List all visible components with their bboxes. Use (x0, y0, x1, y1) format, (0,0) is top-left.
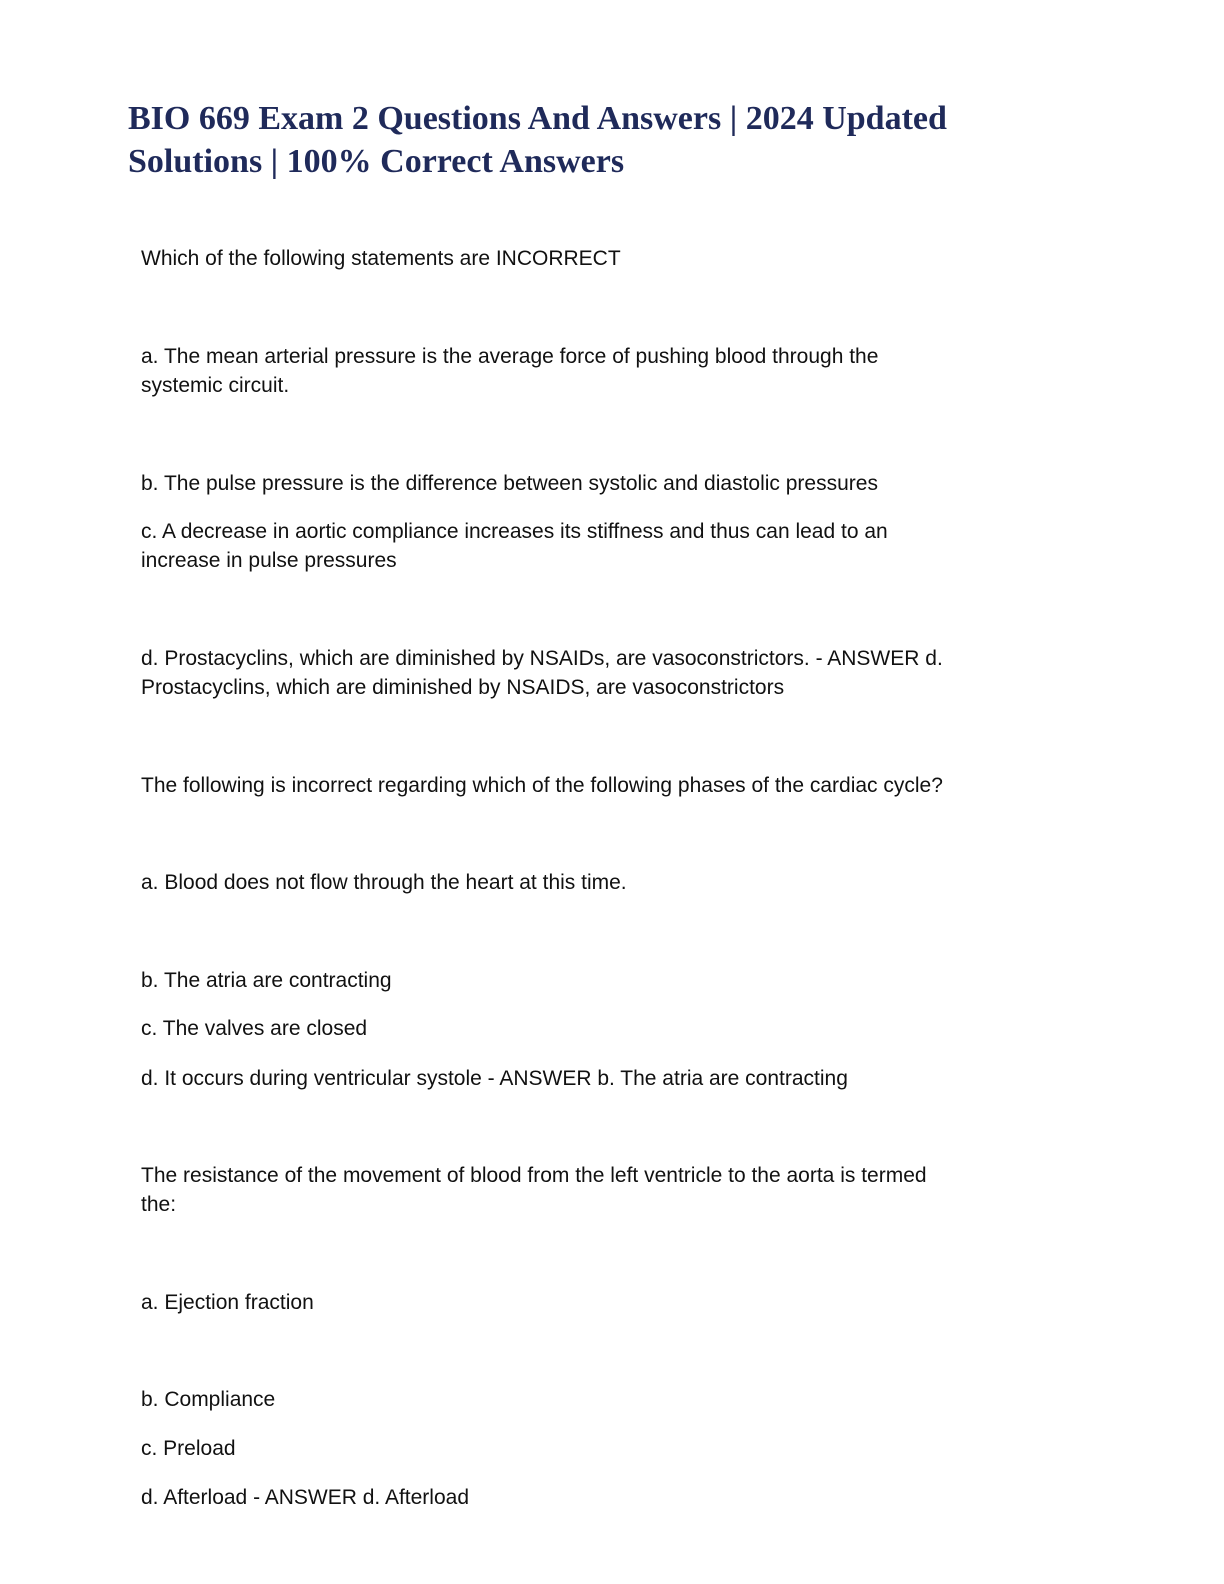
question-2-option-c: c. The valves are closed (141, 1017, 368, 1040)
option-text-line: Prostacyclins, which are diminished by NSAIDS, are vasoconstrictors (141, 676, 785, 699)
question-2-option-d-answer: d. It occurs during ventricular systole - ANSWER b. The atria are contracting (141, 1067, 848, 1090)
document-title (128, 97, 1088, 183)
option-text-line: increase in pulse pressures (141, 549, 397, 572)
option-text-line: d. Prostacyclins, which are diminished by NSAIDs, are vasoconstrictors. - ANSWER d. (141, 647, 943, 670)
option-text-line: a. The mean arterial pressure is the average force of pushing blood through the (141, 345, 879, 368)
question-1-option-c (141, 517, 1091, 575)
question-2-option-b: b. The atria are contracting (141, 969, 392, 992)
question-3-prompt (141, 1161, 1091, 1219)
question-2-prompt: The following is incorrect regarding which of the following phases of the cardiac cycle? (141, 774, 943, 797)
question-3-option-a: a. Ejection fraction (141, 1291, 314, 1314)
prompt-text-line: The resistance of the movement of blood from the left ventricle to the aorta is termed (141, 1164, 927, 1187)
question-2-option-a: a. Blood does not flow through the heart at this time. (141, 871, 627, 894)
question-1-option-b: b. The pulse pressure is the difference between systolic and diastolic pressures (141, 472, 878, 495)
question-3-option-c: c. Preload (141, 1437, 236, 1460)
question-3-option-d-answer: d. Afterload - ANSWER d. Afterload (141, 1486, 469, 1509)
option-text-line: c. A decrease in aortic compliance increases its stiffness and thus can lead to an (141, 520, 888, 543)
question-1-option-a (141, 342, 1091, 400)
prompt-text-line: the: (141, 1193, 177, 1216)
document-title-line-1: BIO 669 Exam 2 Questions And Answers | 2024 Updated (128, 100, 947, 137)
option-text-line: systemic circuit. (141, 374, 290, 397)
question-1-option-d-answer (141, 644, 1091, 702)
question-3-option-b: b. Compliance (141, 1388, 276, 1411)
document-title-line-2: Solutions | 100% Correct Answers (128, 143, 625, 180)
question-1-prompt: Which of the following statements are INCORRECT (141, 247, 621, 270)
